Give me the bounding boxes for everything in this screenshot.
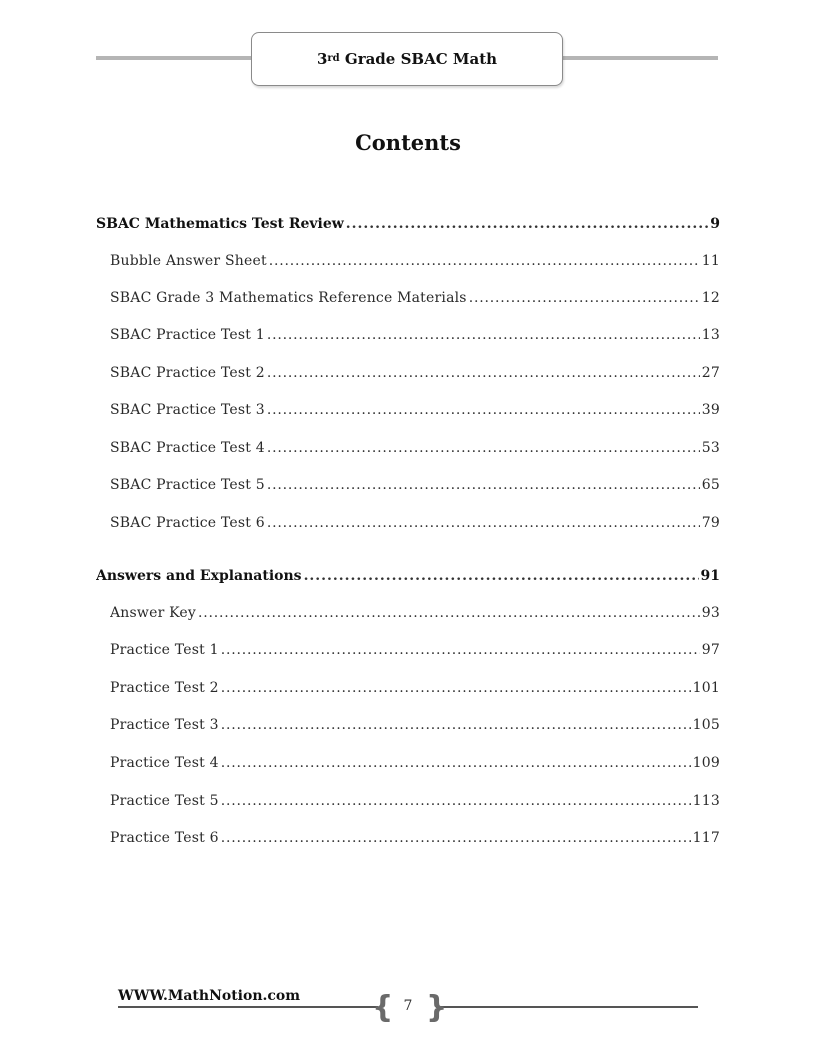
- toc-entry-label: Practice Test 1: [110, 642, 219, 658]
- toc-entry-page: 11: [701, 253, 720, 269]
- toc-entry-page: 39: [701, 402, 720, 418]
- toc-entry[interactable]: [110, 680, 720, 702]
- toc-entry-label: Practice Test 2: [110, 680, 219, 696]
- header-rule-right: [562, 56, 718, 60]
- page-number-brace-right-icon: }: [426, 990, 448, 1025]
- toc-entry-label: Answer Key: [110, 605, 196, 621]
- page-number: 7: [403, 998, 413, 1014]
- toc-entry-page: 27: [701, 365, 720, 381]
- toc-leader: [221, 793, 691, 809]
- toc-entry-label: SBAC Practice Test 5: [110, 477, 265, 493]
- footer-website[interactable]: WWW.MathNotion.com: [118, 988, 301, 1004]
- toc-leader: [221, 755, 691, 771]
- toc-leader: [198, 605, 700, 621]
- footer-rule-right: [436, 1006, 698, 1008]
- toc-entry-page: 109: [692, 755, 720, 771]
- running-header: [251, 32, 563, 86]
- toc-entry-page: 9: [710, 216, 720, 232]
- toc-entry-page: 12: [701, 290, 720, 306]
- toc-entry[interactable]: [96, 216, 720, 238]
- toc-entry[interactable]: [110, 755, 720, 777]
- toc-entry-page: 93: [701, 605, 720, 621]
- toc-entry[interactable]: [110, 793, 720, 815]
- toc-entry-page: 53: [701, 440, 720, 456]
- toc-leader: [267, 515, 700, 531]
- toc-entry-label: SBAC Practice Test 3: [110, 402, 265, 418]
- toc-entry-page: 13: [701, 327, 720, 343]
- header-title-text: Grade SBAC Math: [339, 50, 498, 68]
- toc-entry-page: 113: [692, 793, 720, 809]
- toc-leader: [221, 642, 700, 658]
- toc-entry-page: 97: [701, 642, 720, 658]
- toc-entry-label: Practice Test 6: [110, 830, 219, 846]
- toc-entry-page: 105: [692, 717, 720, 733]
- toc-entry-page: 65: [701, 477, 720, 493]
- toc-leader: [267, 365, 700, 381]
- toc-leader: [221, 680, 691, 696]
- toc-entry-label: SBAC Mathematics Test Review: [96, 216, 344, 232]
- toc-entry-label: Practice Test 5: [110, 793, 219, 809]
- toc-entry-label: SBAC Practice Test 2: [110, 365, 265, 381]
- toc-entry[interactable]: [110, 290, 720, 312]
- toc-leader: [221, 830, 691, 846]
- header-title-ordinal: rd: [327, 52, 340, 64]
- toc-entry-label: Bubble Answer Sheet: [110, 253, 267, 269]
- toc-entry-label: Practice Test 3: [110, 717, 219, 733]
- page-title: Contents: [355, 130, 461, 155]
- toc-entry[interactable]: [110, 402, 720, 424]
- toc-entry-page: 101: [692, 680, 720, 696]
- toc-entry[interactable]: [110, 440, 720, 462]
- toc-entry[interactable]: [110, 717, 720, 739]
- toc-leader: [469, 290, 700, 306]
- toc-leader: [267, 440, 700, 456]
- toc-entry[interactable]: [110, 327, 720, 349]
- toc-entry-page: 91: [700, 568, 720, 584]
- toc-entry[interactable]: [110, 515, 720, 537]
- toc-entry[interactable]: [96, 568, 720, 590]
- toc-entry-label: SBAC Practice Test 4: [110, 440, 265, 456]
- toc-leader: [267, 477, 700, 493]
- toc-leader: [346, 216, 708, 232]
- toc-entry[interactable]: [110, 365, 720, 387]
- toc-entry-label: Practice Test 4: [110, 755, 219, 771]
- page-number-brace-left-icon: {: [372, 990, 394, 1025]
- toc-entry[interactable]: [110, 642, 720, 664]
- toc-entry[interactable]: [110, 253, 720, 275]
- header-rule-left: [96, 56, 252, 60]
- toc-leader: [221, 717, 691, 733]
- toc-entry-page: 79: [701, 515, 720, 531]
- toc-leader: [269, 253, 700, 269]
- toc-entry-label: SBAC Grade 3 Mathematics Reference Materials: [110, 290, 467, 306]
- toc-entry-page: 117: [692, 830, 720, 846]
- toc-entry-label: Answers and Explanations: [96, 568, 302, 584]
- toc-entry[interactable]: [110, 605, 720, 627]
- footer-rule-left: [118, 1006, 378, 1008]
- toc-entry[interactable]: [110, 830, 720, 852]
- toc-leader: [267, 402, 700, 418]
- toc-leader: [304, 568, 699, 584]
- toc-leader: [267, 327, 700, 343]
- toc-entry-label: SBAC Practice Test 6: [110, 515, 265, 531]
- toc-entry-label: SBAC Practice Test 1: [110, 327, 265, 343]
- header-title-number: 3: [316, 50, 328, 68]
- toc-entry[interactable]: [110, 477, 720, 499]
